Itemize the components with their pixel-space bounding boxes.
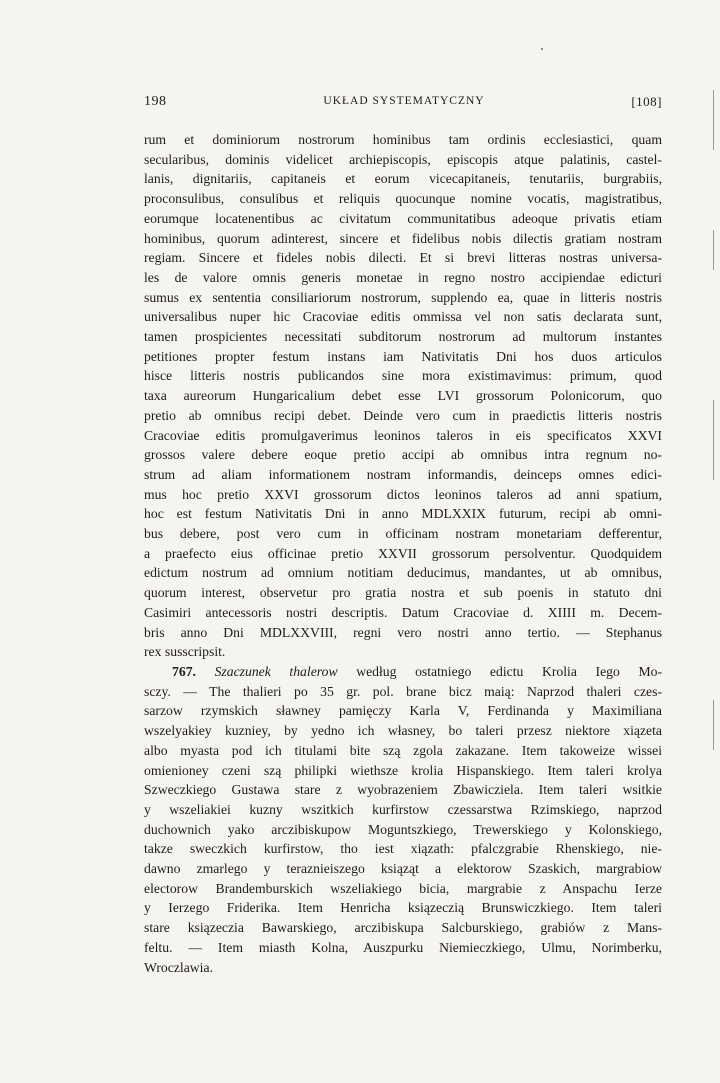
page-number: 198 <box>144 94 167 109</box>
text-line: quorum interest, observetur pro gratia nostra et sub poenis in statuto dni <box>144 585 662 601</box>
text-line: bus debere, post vero cum in officinam nostram monetariam defferentur, <box>144 526 662 542</box>
entry-title: Szaczunek thalerow <box>214 663 338 679</box>
entry-number: 767. <box>172 663 196 679</box>
text-line: taxa aureorum Hungaricalium debet esse LVI grossorum Polonicorum, quo <box>144 388 662 404</box>
running-title: UKŁAD SYSTEMATYCZNY <box>323 95 485 107</box>
text-line: petitiones propter festum instans iam Nativitatis Dni hos duos articulos <box>144 348 662 364</box>
section-number: [108] <box>631 94 662 109</box>
text-line: les de valore omnis generis monetae in regno nostro accipiendae edicturi <box>144 269 662 285</box>
text-line: albo myasta pod ich titulami bite szą zgola zakazane. Item takoweize wissei <box>144 742 662 758</box>
text-line: tamen prospicientes necessitati subditorum nostrorum ad multorum instantes <box>144 329 662 345</box>
text-line: universalibus nuper hic Cracoviae editis ommissa vel non satis declarata sunt, <box>144 309 662 325</box>
text-line: hominibus, quorum adinterest, sincere et fidelibus nobis dilectis gratiam nostram <box>144 230 662 246</box>
text-line: lanis, dignitariis, capitaneis et eorum vicecapitaneis, tenutariis, burgrabiis, <box>144 171 662 187</box>
scan-edge-mark <box>713 700 714 750</box>
text-line: sczy. — The thalieri po 35 gr. pol. brane bicz maią: Naprzod thaleri czes- <box>144 683 662 699</box>
text-line: bris anno Dni MDLXXVIII, regni vero nostri anno tertio. — Stephanus <box>144 624 662 640</box>
entry-heading-line <box>144 662 662 682</box>
text-line: rum et dominiorum nostrorum hominibus tam ordinis ecclesiastici, quam <box>144 132 662 147</box>
running-header <box>144 94 664 114</box>
text-line: duchownich yako arczibiskupow Moguntszkiego, Trewerskiego y Kolonskiego, <box>144 821 662 837</box>
text-line: sarzow rzymskich sławney pamięczy Karla V, Ferdinanda y Maximiliana <box>144 703 662 719</box>
entry-heading-rest: według ostatniego edictu Krolia Iego Mo- <box>356 663 662 679</box>
text-line: edictum nostrum ad omnium notitiam deducimus, mandantes, ut ab omnibus, <box>144 565 662 581</box>
text-line: proconsulibus, consulibus et reliquis quocunque nomine vocatis, magistratibus, <box>144 191 662 207</box>
text-line: Szweczkiego Gustawa stare z wyobrazeniem Zbawicziela. Item taleri wsitkie <box>144 782 662 798</box>
text-line: sumus ex sententia consiliariorum nostrorum, supplendo ea, quae in litteris nostris <box>144 289 662 305</box>
text-line: Casimiri antecessoris nostri descriptis. Datum Cracoviae d. XIIII m. Decem- <box>144 604 662 620</box>
text-line: feltu. — Item miasth Kolna, Auszpurku Niemieczkiego, Ulmu, Norimberku, <box>144 939 662 955</box>
text-line: y wszeliakiei kuzny wszitkich kurfirstow czessarstwa Rzimskiego, naprzod <box>144 801 662 817</box>
text-line: y Ierzego Friderika. Item Henricha ksiązeczią Brunswiczkiego. Item taleri <box>144 900 662 916</box>
text-line: pretio ab omnibus recipi debet. Deinde vero cum in praedictis litteris nostris <box>144 407 662 423</box>
text-line: stare ksiązeczia Bawarskiego, arczibiskupa Salcburskiego, grabiów z Mans- <box>144 920 662 936</box>
text-line: a praefecto eius officinae pretio XXVII grossorum persolventur. Quodquidem <box>144 545 662 561</box>
main-text <box>144 130 662 977</box>
text-line: grossos valere debere eoque pretio accipi ab omnibus intra regnum no- <box>144 447 662 463</box>
scan-edge-mark <box>713 90 714 150</box>
text-line: Cracoviae editis promulgaverimus leoninos taleros in eis specificatos XXVI <box>144 427 662 443</box>
print-speck <box>541 48 543 50</box>
text-line: wszelyakiey kuzniey, by yedno ich własney, bo taleri przesz niektore xiązeta <box>144 723 662 739</box>
scan-edge-mark <box>713 400 714 480</box>
scan-edge-mark <box>713 230 714 270</box>
text-line: dawno zmarlego y teraznieiszego ksiąząt a elektorow Szaskich, margrabiow <box>144 861 662 877</box>
text-line: takze sweczkich kurfirstow, tho iest xiązath: pfalczgrabie Rhenskiego, nie- <box>144 841 662 857</box>
text-line: rex susscripsit. <box>144 644 226 660</box>
text-line: Wroczlawia. <box>144 959 213 975</box>
text-line: hoc est festum Nativitatis Dni in anno MDLXXIX futurum, recipi ab omni- <box>144 506 662 522</box>
text-line: mus hoc pretio XXVI grossorum dictos leoninos taleros ad anni spatium, <box>144 486 662 502</box>
text-line: eorumque locatenentibus ac civitatum communitatibus adeoque privatis etiam <box>144 210 662 226</box>
text-line: hisce litteris nostris publicandos sine mora existimavimus: primum, quod <box>144 368 662 384</box>
text-line: omienioney czeni szą philipki wiethsze krolia Hispanskiego. Item taleri krolya <box>144 762 662 778</box>
text-line: regiam. Sincere et fideles nobis dilecti. Et si brevi litteras nostras universa- <box>144 250 662 266</box>
text-line: strum ad aliam informationem nostram informandis, deinceps omnes edici- <box>144 466 662 482</box>
text-line: electorow Brandemburskich wszeliakiego bicia, margrabie z Anspachu Ierze <box>144 880 662 896</box>
text-line: secularibus, dominis videlicet archiepiscopis, episcopis atque palatinis, castel- <box>144 151 662 167</box>
